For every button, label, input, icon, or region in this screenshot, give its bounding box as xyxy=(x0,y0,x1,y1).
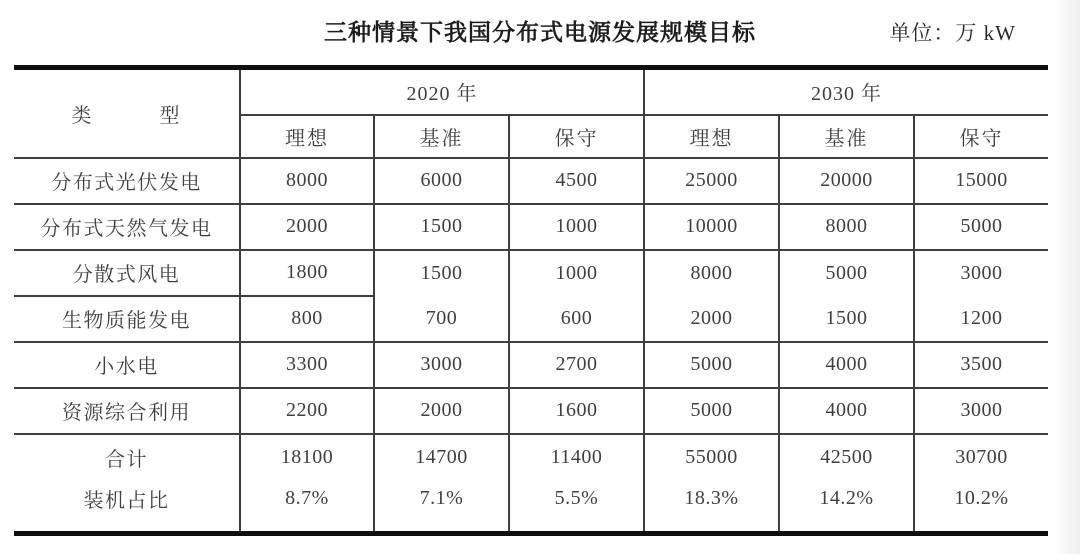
ratio-value-cell: 18.3% xyxy=(644,480,779,534)
value-cell: 800 xyxy=(240,296,374,342)
table-row-resource xyxy=(14,388,1048,434)
total-value-cell: 18100 xyxy=(240,434,374,480)
row-label: 分散式风电 xyxy=(14,250,240,296)
value-cell: 2000 xyxy=(374,388,509,434)
ratio-value-cell: 8.7% xyxy=(240,480,374,534)
scenario-header-2030-base: 基准 xyxy=(779,115,914,158)
value-cell: 1500 xyxy=(374,250,509,296)
value-cell: 3000 xyxy=(374,342,509,388)
scenario-header-2020-base: 基准 xyxy=(374,115,509,158)
ratio-value-cell: 10.2% xyxy=(914,480,1048,534)
value-cell: 3000 xyxy=(914,388,1048,434)
value-cell: 5000 xyxy=(779,250,914,296)
value-cell: 3500 xyxy=(914,342,1048,388)
value-cell: 700 xyxy=(374,296,509,342)
value-cell: 8000 xyxy=(779,204,914,250)
row-label: 生物质能发电 xyxy=(14,296,240,342)
value-cell: 25000 xyxy=(644,158,779,204)
value-cell: 15000 xyxy=(914,158,1048,204)
value-cell: 4000 xyxy=(779,388,914,434)
scenario-header-2030-conservative: 保守 xyxy=(914,115,1048,158)
ratio-value-cell: 14.2% xyxy=(779,480,914,534)
table-row-wind xyxy=(14,250,1048,296)
total-value-cell: 55000 xyxy=(644,434,779,480)
scenario-header-2020-ideal: 理想 xyxy=(240,115,374,158)
total-value-cell: 30700 xyxy=(914,434,1048,480)
data-table xyxy=(14,65,1048,536)
value-cell: 1000 xyxy=(509,250,644,296)
row-label: 资源综合利用 xyxy=(14,388,240,434)
type-header-cell: 类 型 xyxy=(14,68,240,158)
value-cell: 20000 xyxy=(779,158,914,204)
value-cell: 2000 xyxy=(240,204,374,250)
value-cell: 5000 xyxy=(644,388,779,434)
value-cell: 1000 xyxy=(509,204,644,250)
year-header-row xyxy=(14,68,1048,115)
scenario-header-2020-conservative: 保守 xyxy=(509,115,644,158)
table-row-solar xyxy=(14,158,1048,204)
row-label: 合计 xyxy=(14,434,240,480)
value-cell: 3000 xyxy=(914,250,1048,296)
row-label: 分布式光伏发电 xyxy=(14,158,240,204)
unit-label: 单位：万 kW xyxy=(889,21,1016,45)
value-cell: 8000 xyxy=(644,250,779,296)
table-title: 三种情景下我国分布式电源发展规模目标 xyxy=(324,19,756,45)
value-cell: 3300 xyxy=(240,342,374,388)
ratio-value-cell: 7.1% xyxy=(374,480,509,534)
value-cell: 5000 xyxy=(914,204,1048,250)
total-value-cell: 42500 xyxy=(779,434,914,480)
title-bar xyxy=(0,10,1080,56)
value-cell: 4000 xyxy=(779,342,914,388)
table-row-total xyxy=(14,434,1048,480)
value-cell: 1500 xyxy=(779,296,914,342)
value-cell: 2200 xyxy=(240,388,374,434)
value-cell: 5000 xyxy=(644,342,779,388)
year-header-2020: 2020 年 xyxy=(240,68,644,115)
value-cell: 1600 xyxy=(509,388,644,434)
value-cell: 1200 xyxy=(914,296,1048,342)
value-cell: 1500 xyxy=(374,204,509,250)
year-header-2030: 2030 年 xyxy=(644,68,1048,115)
value-cell: 6000 xyxy=(374,158,509,204)
table-row-hydro xyxy=(14,342,1048,388)
table-row-ratio xyxy=(14,480,1048,534)
scenario-header-2030-ideal: 理想 xyxy=(644,115,779,158)
total-value-cell: 11400 xyxy=(509,434,644,480)
row-label: 小水电 xyxy=(14,342,240,388)
value-cell: 1800 xyxy=(240,250,374,296)
value-cell: 2700 xyxy=(509,342,644,388)
table-row-biomass xyxy=(14,296,1048,342)
table-row-gas xyxy=(14,204,1048,250)
row-label: 分布式天然气发电 xyxy=(14,204,240,250)
value-cell: 4500 xyxy=(509,158,644,204)
ratio-value-cell: 5.5% xyxy=(509,480,644,534)
value-cell: 2000 xyxy=(644,296,779,342)
value-cell: 10000 xyxy=(644,204,779,250)
row-label: 装机占比 xyxy=(14,480,240,534)
total-value-cell: 14700 xyxy=(374,434,509,480)
value-cell: 8000 xyxy=(240,158,374,204)
value-cell: 600 xyxy=(509,296,644,342)
